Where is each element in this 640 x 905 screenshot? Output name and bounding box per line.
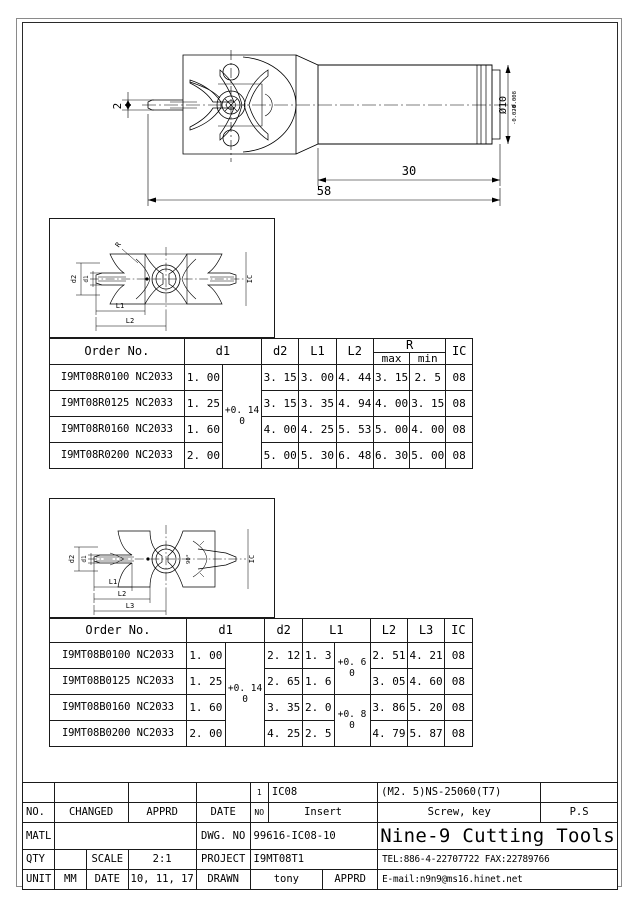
tb-item-no: 1 — [250, 783, 268, 803]
dim-tolerance-upper: -0.008 — [512, 91, 518, 111]
cell-d2: 4. 00 — [262, 417, 299, 443]
cell-d1: 2. 00 — [186, 721, 225, 747]
table-row — [50, 391, 473, 417]
cell-order-no: I9MT08R0160 NC2033 — [50, 417, 185, 443]
cell-d1-tolerance — [223, 365, 262, 469]
table-r-header-row — [50, 339, 473, 353]
fig1-label-l1: L1 — [115, 302, 125, 310]
company-phone: TEL:886-4-22707722 FAX:22789766 — [378, 850, 618, 870]
tb-label-apprd2: APPRD — [323, 870, 378, 890]
fig1-label-r: R — [113, 240, 123, 249]
tb-label-no: NO. — [23, 803, 55, 823]
th-l2: L2 — [336, 339, 373, 365]
tb-blank-3 — [128, 783, 196, 803]
cell-d2: 2. 65 — [265, 669, 303, 695]
th-d2: d2 — [262, 339, 299, 365]
cell-l3: 4. 60 — [408, 669, 445, 695]
title-row-unit — [23, 870, 618, 890]
table-b-header-row — [50, 619, 473, 643]
main-assembly-drawing — [22, 22, 618, 212]
spec-table-r-type — [49, 338, 473, 469]
l1-tol1-lower: 0 — [349, 667, 355, 679]
cell-l2: 3. 86 — [370, 695, 408, 721]
cell-d2: 3. 35 — [265, 695, 303, 721]
fig2-label-l1: L1 — [108, 578, 118, 586]
cell-ic: 08 — [444, 669, 472, 695]
cell-d1: 1. 00 — [184, 365, 222, 391]
cell-d1: 1. 25 — [186, 669, 225, 695]
th-order-no: Order No. — [50, 619, 187, 643]
tb-value-drawn: tony — [250, 870, 323, 890]
tb-value-project: I9MT08T1 — [250, 850, 378, 870]
tb-value-scale: 2:1 — [128, 850, 196, 870]
tb-part-code: (M2. 5)NS-25060(T7) — [378, 783, 541, 803]
cell-l1-tolerance-1 — [334, 643, 370, 695]
th-ic: IC — [446, 339, 473, 365]
cell-l3: 4. 21 — [408, 643, 445, 669]
tb-label-screw-key: Screw, key — [378, 803, 541, 823]
th-l2: L2 — [370, 619, 408, 643]
fig2-label-d2: d2 — [68, 554, 76, 564]
d1-tol-lower: 0 — [242, 693, 248, 705]
tb-label-ps: P.S — [541, 803, 618, 823]
title-row-headers — [23, 803, 618, 823]
dim-shank-diameter: Ø10 — [498, 95, 509, 115]
fig1-label-d2: d2 — [70, 274, 78, 284]
th-r: R — [373, 339, 445, 353]
tb-label-changed: CHANGED — [54, 803, 128, 823]
title-row-qty — [23, 850, 618, 870]
cell-d2: 3. 15 — [262, 365, 299, 391]
cell-r-max: 4. 00 — [373, 391, 409, 417]
cell-order-no: I9MT08B0200 NC2033 — [50, 721, 187, 747]
fig2-label-d1: d1 — [81, 555, 88, 563]
fig1-label-d1: d1 — [83, 275, 90, 283]
tb-label-dwgno: DWG. NO — [196, 823, 250, 850]
tb-blank-4 — [196, 783, 250, 803]
cell-r-max: 6. 30 — [373, 443, 409, 469]
cell-ic: 08 — [446, 417, 473, 443]
tb-blank-2 — [54, 783, 128, 803]
th-r-min: min — [410, 352, 446, 365]
tb-value-qty — [54, 850, 86, 870]
cell-d1: 1. 60 — [186, 695, 225, 721]
cell-order-no: I9MT08R0200 NC2033 — [50, 443, 185, 469]
cell-order-no: I9MT08B0160 NC2033 — [50, 695, 187, 721]
tb-label-project: PROJECT — [196, 850, 250, 870]
cell-r-max: 5. 00 — [373, 417, 409, 443]
cell-ic: 08 — [444, 695, 472, 721]
cell-r-min: 4. 00 — [410, 417, 446, 443]
cell-l1: 1. 3 — [303, 643, 335, 669]
fig1-label-l2: L2 — [125, 317, 135, 325]
th-d2: d2 — [265, 619, 303, 643]
tb-blank-5 — [541, 783, 618, 803]
cell-l1-tolerance-2 — [334, 695, 370, 747]
th-r-max: max — [373, 352, 409, 365]
cell-l1: 3. 35 — [299, 391, 336, 417]
fig2-label-l3: L3 — [125, 602, 135, 610]
cell-d1-tolerance — [225, 643, 264, 747]
tb-label-insert: Insert — [268, 803, 377, 823]
fig1-label-ic: IC — [246, 274, 254, 284]
cell-l2: 3. 05 — [370, 669, 408, 695]
table-row — [50, 365, 473, 391]
fig2-label-ic: IC — [248, 554, 256, 564]
cell-l1: 3. 00 — [299, 365, 336, 391]
th-ic: IC — [444, 619, 472, 643]
cell-d2: 4. 25 — [265, 721, 303, 747]
cell-d2: 5. 00 — [262, 443, 299, 469]
th-d1: d1 — [184, 339, 261, 365]
l1-tol2-lower: 0 — [349, 719, 355, 731]
dim-left-height: 2 — [111, 102, 124, 110]
figure-b-type-insert — [49, 498, 275, 618]
tb-value-dwgno: 99616-IC08-10 — [250, 823, 378, 850]
cell-d1: 2. 00 — [184, 443, 222, 469]
cell-l2: 5. 53 — [336, 417, 373, 443]
title-row-top — [23, 783, 618, 803]
cell-l2: 6. 48 — [336, 443, 373, 469]
tb-label-drawn: DRAWN — [196, 870, 250, 890]
cell-l1: 1. 6 — [303, 669, 335, 695]
dim-overall-length: 58 — [316, 184, 332, 198]
fig2-label-angle: 90° — [186, 554, 192, 564]
tb-value-matl — [54, 823, 196, 850]
table-row — [50, 443, 473, 469]
fig2-label-l2: L2 — [117, 590, 127, 598]
cell-order-no: I9MT08R0100 NC2033 — [50, 365, 185, 391]
cell-r-min: 2. 5 — [410, 365, 446, 391]
cell-l3: 5. 20 — [408, 695, 445, 721]
title-block — [22, 782, 618, 890]
cell-r-min: 5. 00 — [410, 443, 446, 469]
tb-value-unit: MM — [54, 870, 86, 890]
l1-tol1-upper: +0. 6 — [337, 656, 367, 668]
cell-l2: 4. 94 — [336, 391, 373, 417]
cell-d1: 1. 60 — [184, 417, 222, 443]
tb-label-matl: MATL — [23, 823, 55, 850]
cell-l2: 4. 44 — [336, 365, 373, 391]
table-row — [50, 417, 473, 443]
cell-l1: 5. 30 — [299, 443, 336, 469]
cell-l3: 5. 87 — [408, 721, 445, 747]
company-name: Nine-9 Cutting Tools — [378, 823, 618, 850]
cell-ic: 08 — [444, 643, 472, 669]
tb-label-qty: QTY — [23, 850, 55, 870]
cell-ic: 08 — [446, 365, 473, 391]
company-email: E-mail:n9n9@ms16.hinet.net — [378, 870, 618, 890]
cell-l2: 2. 51 — [370, 643, 408, 669]
tb-label-unit: UNIT — [23, 870, 55, 890]
cell-ic: 08 — [444, 721, 472, 747]
cell-l2: 4. 79 — [370, 721, 408, 747]
cell-ic: 08 — [446, 391, 473, 417]
d1-tol-upper: +0. 14 — [224, 405, 260, 417]
title-row-matl — [23, 823, 618, 850]
cell-l1: 2. 5 — [303, 721, 335, 747]
cell-d2: 2. 12 — [265, 643, 303, 669]
cell-order-no: I9MT08R0125 NC2033 — [50, 391, 185, 417]
th-l1: L1 — [303, 619, 371, 643]
tb-value-date2: 10, 11, 17 — [128, 870, 196, 890]
tb-label-scale: SCALE — [87, 850, 128, 870]
cell-d1: 1. 00 — [186, 643, 225, 669]
th-order-no: Order No. — [50, 339, 185, 365]
spec-table-b-type — [49, 618, 473, 747]
cell-ic: 08 — [446, 443, 473, 469]
th-d1: d1 — [186, 619, 264, 643]
tb-item-code: IC08 — [268, 783, 377, 803]
tb-label-date: DATE — [196, 803, 250, 823]
cell-l1: 2. 0 — [303, 695, 335, 721]
tb-label-apprd: APPRD — [128, 803, 196, 823]
cell-r-max: 3. 15 — [373, 365, 409, 391]
tb-label-date2: DATE — [87, 870, 128, 890]
cell-d2: 3. 15 — [262, 391, 299, 417]
tb-blank-1 — [23, 783, 55, 803]
cell-d1: 1. 25 — [184, 391, 222, 417]
dim-tolerance-lower: -0.020 — [512, 105, 518, 125]
th-l1: L1 — [299, 339, 336, 365]
cell-order-no: I9MT08B0125 NC2033 — [50, 669, 187, 695]
cell-l1: 4. 25 — [299, 417, 336, 443]
th-l3: L3 — [408, 619, 445, 643]
cell-order-no: I9MT08B0100 NC2033 — [50, 643, 187, 669]
dim-shank-length: 30 — [401, 164, 417, 178]
d1-tol-lower: 0 — [239, 415, 245, 427]
tb-label-no-small: NO — [250, 803, 268, 823]
cell-r-min: 3. 15 — [410, 391, 446, 417]
l1-tol2-upper: +0. 8 — [337, 708, 367, 720]
figure-r-type-insert — [49, 218, 275, 338]
d1-tol-upper: +0. 14 — [227, 682, 263, 694]
table-row — [50, 643, 473, 669]
